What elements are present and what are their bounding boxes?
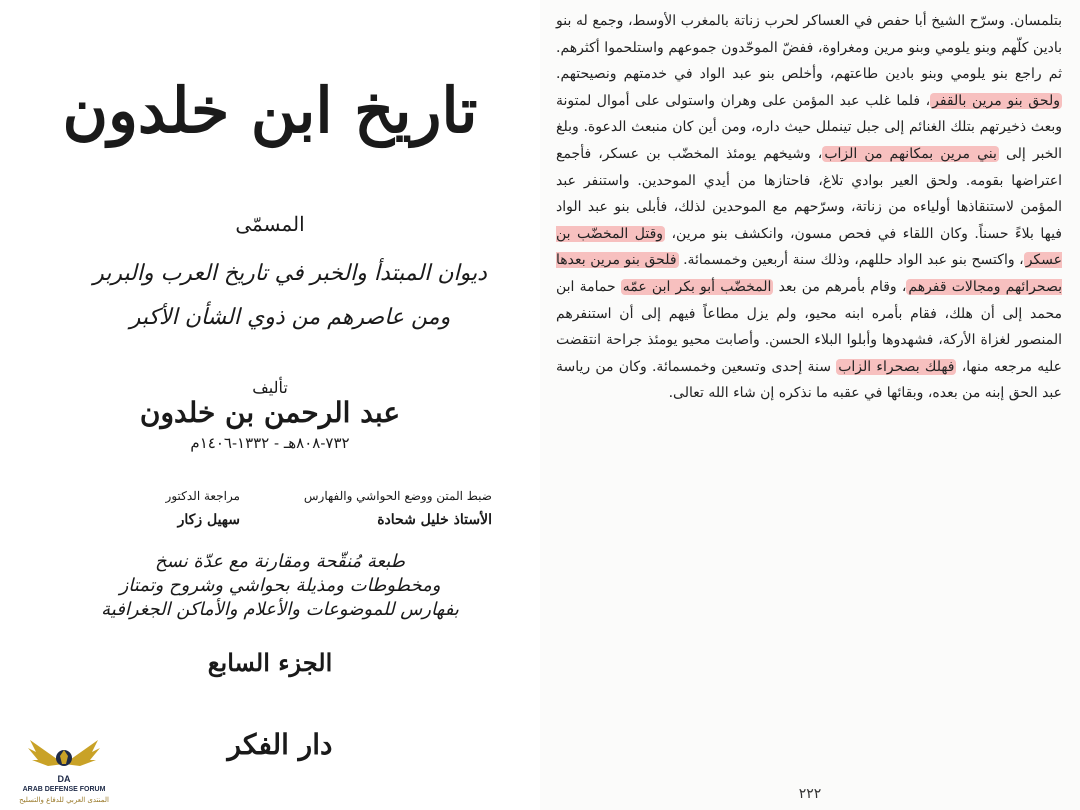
text-segment: ، فلما غلب عبد المؤمن على وهران واستولى على أموال لمتونة وبعث ذخيرتهم بتلك الغنائم إلى جبل تينملل حيث داره، ومن أين كان منبعث الدعوة. وبلغ الخبر إلى: [556, 92, 1062, 162]
full-title-line-1: ديوان المبتدأ والخبر في تاريخ العرب والبربر: [93, 261, 487, 286]
body-text: [556, 8, 1062, 407]
highlighted-phrase: وقتل المخضّب بن عسكر: [556, 225, 1062, 269]
book-title: تاريخ ابن خلدون: [62, 74, 478, 147]
text-segment: بتلمسان. وسرّح الشيخ أبا حفص في العساكر لحرب زناتة بالمغرب الأوسط، وجمع له بنو بادين كلّهم وبنو يلومي وبنو مرين ومغراوة، ففضّ الموحّدون جموعهم واستلحموا أكثرهم. ثم راجع بنو يلومي وبنو بادين طاعتهم، وأخلص بنو عبد الواد في خدمتهم ونصيحتهم.: [556, 13, 1062, 83]
body-paragraph: [556, 8, 1062, 407]
edition-line-1: طبعة مُنقّحة ومقارنة مع عدّة نسخ: [155, 551, 405, 572]
watermark-abbr: DA: [57, 774, 71, 784]
highlighted-phrase: فلحق بنو مرين بعدها بصحرائهم ومجالات قفرهم: [556, 252, 1062, 295]
text-segment: ، وقام بأمرهم من بعد: [773, 278, 907, 295]
text-page: [540, 0, 1080, 810]
page-number: ٢٢٢: [798, 786, 822, 802]
publisher-logo-text: دار الفكر: [227, 728, 333, 761]
highlighted-phrase: المخضّب أبو بكر ابن عمّه: [622, 278, 772, 295]
highlighted-phrase: ولحق بنو مرين بالقفر: [932, 92, 1060, 109]
reviewer-label: مراجعة الدكتور: [165, 489, 240, 503]
watermark-arabic: المنتدى العربي للدفاع والتسليح: [19, 796, 109, 804]
reviewer-name: سهيل زكار: [177, 512, 240, 528]
author-name: عبد الرحمن بن خلدون: [139, 396, 401, 429]
author-label: تأليف: [252, 378, 288, 397]
editor-name: الأستاذ خليل شحادة: [377, 512, 492, 528]
full-title-line-2: ومن عاصرهم من ذوي الشأن الأكبر: [129, 305, 451, 330]
edition-line-3: بفهارس للموضوعات والأعلام والأماكن الجغرافية: [101, 599, 459, 620]
volume-label: الجزء السابع: [207, 648, 333, 677]
editor-credit: [242, 484, 492, 532]
text-segment: ، وشيخهم يومئذ المخضّب بن عسكر، فأجمع اعتراضها بقومه. ولحق العير بوادي تلاغ، فاحتازها من أيدي الموحدين. واستنفر عبد المؤمن لاستنقاذها أولياءه من زناتة، وسرّحهم مع الموحدين لذلك، فأبلى بنو عبد الواد فيها بلاءً حسناً. وكان اللقاء في فحص مسون، وانكشف بنو مرين،: [556, 145, 1062, 242]
edition-line-2: ومخطوطات ومذيلة بحواشي وشروح وتمتاز: [119, 575, 441, 596]
watermark-name: ARAB DEFENSE FORUM: [22, 786, 106, 793]
watermark-logo: [8, 734, 120, 810]
text-segment: ، واكتسح بنو عبد الواد حللهم، وذلك سنة أربعين وخمسمائة.: [678, 252, 1024, 269]
highlighted-phrase: بني مرين بمكانهم من الزاب: [824, 145, 997, 162]
editor-label: ضبط المتن ووضع الحواشي والفهارس: [303, 489, 492, 503]
text-segment: حمامة ابن محمد إلى أن هلك، فقام بأمره ابنه محيو، ولم يزل مطاعاً فيهم إلى أن استنفرهم المنصور لغزاة الأركة، فشهدوها وأبلوا البلاء الحسن. وأصابت محيو يومئذ جراحة انتقضت عليه مرجعه منها،: [556, 278, 1062, 375]
eagle-wings-icon: [26, 734, 102, 772]
full-title: [90, 252, 490, 340]
reviewer-credit: [80, 484, 240, 532]
text-segment: سنة إحدى وتسعين وخمسمائة. وكان من رياسة عبد الحق إبنه من بعده، وبقائها في عقبه ما نذكره إن شاء الله تعالى.: [556, 358, 1062, 402]
named-label: المسمّى: [235, 212, 305, 236]
edition-note: [100, 550, 460, 622]
author-dates: ٧٣٢-٨٠٨هـ - ١٣٣٢-١٤٠٦م: [190, 434, 350, 452]
highlighted-phrase: فهلك بصحراء الزاب: [838, 358, 955, 375]
